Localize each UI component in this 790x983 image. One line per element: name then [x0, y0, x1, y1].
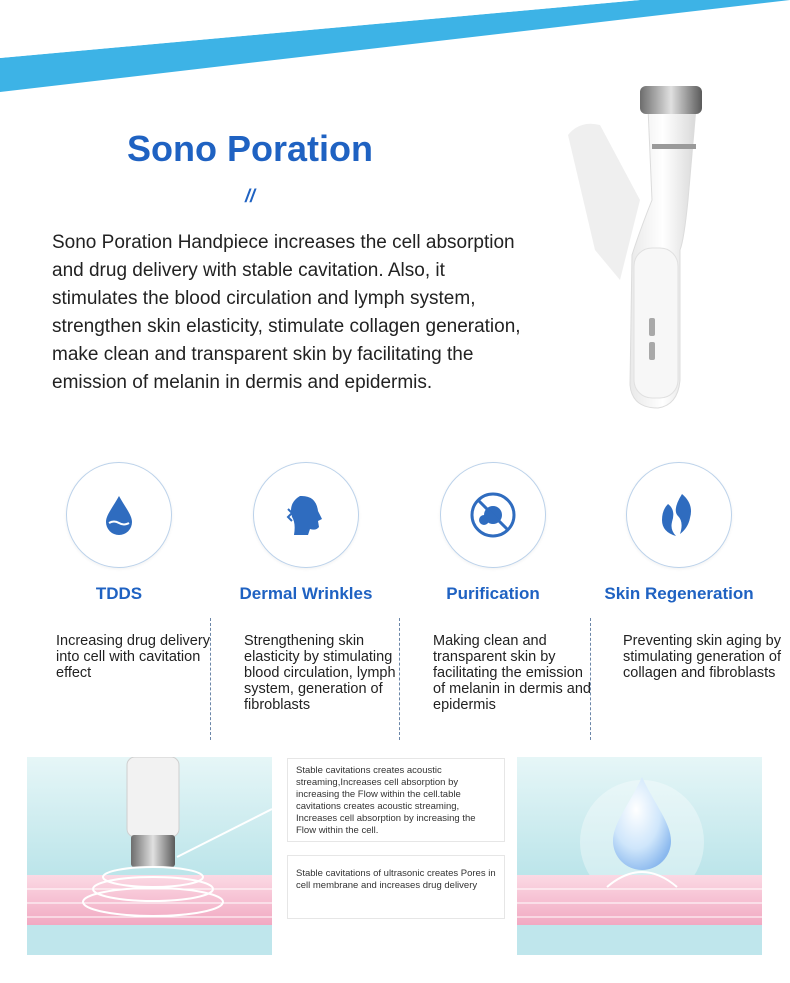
divider	[590, 618, 591, 740]
feature-title: Skin Regeneration	[604, 584, 754, 603]
feature-title: TDDS	[95, 584, 143, 603]
divider	[210, 618, 211, 740]
no-bacteria-icon	[468, 490, 518, 540]
feature-icon-circle	[66, 462, 172, 568]
feature-title: Purification	[446, 584, 540, 603]
face-profile-icon	[282, 491, 330, 539]
cavitation-note-bottom: Stable cavitations of ultrasonic creates Pores in cell membrane and increases drug delivery	[287, 855, 505, 919]
feature-purification	[408, 462, 578, 626]
feature-description: Preventing skin aging by stimulating generation of collagen and fibroblasts	[623, 633, 781, 681]
intro-paragraph: Sono Poration Handpiece increases the cell absorption and drug delivery with stable cavitation. Also, it stimulates the blood circulation and lymph system, strengthen skin elasticity, stimulate collagen generation, make clean and transparent skin by facilitating the emission of melanin in dermis and epidermis.	[52, 232, 521, 393]
divider	[399, 618, 400, 740]
handpiece-device-image	[560, 80, 730, 420]
feature-icon-circle	[626, 462, 732, 568]
cavitation-illustration-left	[27, 757, 272, 955]
feature-title: Dermal Wrinkles	[239, 584, 373, 603]
feature-description: Making clean and transparent skin by facilitating the emission of melanin in dermis and epidermis	[433, 633, 591, 713]
water-drop-icon	[99, 493, 139, 537]
feature-description: Strengthening skin elasticity by stimulating blood circulation, lymph system, generation of fibroblasts	[244, 633, 396, 713]
feature-icon-circle	[440, 462, 546, 568]
title-divider: //	[244, 186, 255, 206]
feature-dermal-wrinkles	[221, 462, 391, 626]
feature-tdds	[34, 462, 204, 626]
cavitation-illustration-right	[517, 757, 762, 955]
feature-skin-regeneration	[594, 462, 764, 626]
regeneration-face-icon	[654, 490, 704, 540]
cavitation-note-top: Stable cavitations creates acoustic streaming,Increases cell absorption by increasing the Flow within the cell.table cavitations creates acoustic streaming, Increases cell absorption by increasing the Flow within the cell.	[287, 758, 505, 842]
page-title: Sono Poration	[127, 128, 373, 169]
feature-description: Increasing drug delivery into cell with cavitation effect	[56, 633, 210, 681]
feature-icon-circle	[253, 462, 359, 568]
